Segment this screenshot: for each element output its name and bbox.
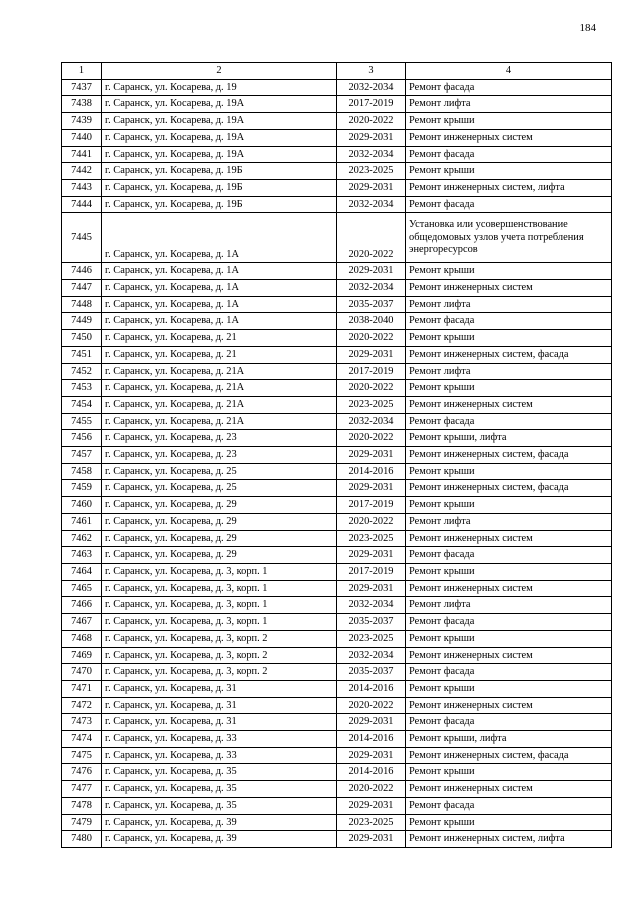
work-type-cell: Ремонт инженерных систем (406, 647, 612, 664)
table-row (62, 580, 612, 597)
work-type-cell: Ремонт лифта (406, 363, 612, 380)
address-cell: г. Саранск, ул. Косарева, д. 23 (102, 447, 337, 464)
period-cell: 2029-2031 (337, 447, 406, 464)
work-type-cell: Ремонт крыши (406, 630, 612, 647)
column-header-4: 4 (406, 63, 612, 80)
row-number-cell: 7452 (62, 363, 102, 380)
table-row (62, 129, 612, 146)
row-number-cell: 7480 (62, 831, 102, 848)
period-cell: 2017-2019 (337, 563, 406, 580)
period-cell: 2029-2031 (337, 263, 406, 280)
row-number-cell: 7472 (62, 697, 102, 714)
row-number-cell: 7439 (62, 113, 102, 130)
period-cell: 2020-2022 (337, 697, 406, 714)
row-number-cell: 7462 (62, 530, 102, 547)
address-cell: г. Саранск, ул. Косарева, д. 29 (102, 497, 337, 514)
address-cell: г. Саранск, ул. Косарева, д. 21А (102, 413, 337, 430)
row-number-cell: 7438 (62, 96, 102, 113)
row-number-cell: 7468 (62, 630, 102, 647)
table-row (62, 563, 612, 580)
work-type-cell: Ремонт фасада (406, 714, 612, 731)
row-number-cell: 7456 (62, 430, 102, 447)
work-type-cell: Ремонт инженерных систем (406, 280, 612, 297)
address-cell: г. Саранск, ул. Косарева, д. 39 (102, 831, 337, 848)
row-number-cell: 7441 (62, 146, 102, 163)
address-cell: г. Саранск, ул. Косарева, д. 19Б (102, 196, 337, 213)
work-type-cell: Ремонт фасада (406, 664, 612, 681)
period-cell: 2029-2031 (337, 129, 406, 146)
address-cell: г. Саранск, ул. Косарева, д. 19Б (102, 163, 337, 180)
table-row (62, 714, 612, 731)
table-row (62, 280, 612, 297)
address-cell: г. Саранск, ул. Косарева, д. 3, корп. 1 (102, 580, 337, 597)
address-cell: г. Саранск, ул. Косарева, д. 1А (102, 280, 337, 297)
address-cell: г. Саранск, ул. Косарева, д. 1А (102, 296, 337, 313)
table-row (62, 396, 612, 413)
address-cell: г. Саранск, ул. Косарева, д. 3, корп. 1 (102, 597, 337, 614)
row-number-cell: 7449 (62, 313, 102, 330)
table-row (62, 413, 612, 430)
period-cell: 2020-2022 (337, 513, 406, 530)
period-cell: 2029-2031 (337, 831, 406, 848)
address-cell: г. Саранск, ул. Косарева, д. 35 (102, 797, 337, 814)
work-type-cell: Ремонт лифта (406, 597, 612, 614)
table-row (62, 79, 612, 96)
period-cell: 2032-2034 (337, 79, 406, 96)
row-number-cell: 7470 (62, 664, 102, 681)
address-cell: г. Саранск, ул. Косарева, д. 21А (102, 380, 337, 397)
table-row (62, 313, 612, 330)
address-cell: г. Саранск, ул. Косарева, д. 33 (102, 747, 337, 764)
period-cell: 2020-2022 (337, 330, 406, 347)
address-cell: г. Саранск, ул. Косарева, д. 29 (102, 530, 337, 547)
row-number-cell: 7444 (62, 196, 102, 213)
row-number-cell: 7442 (62, 163, 102, 180)
table-row (62, 497, 612, 514)
row-number-cell: 7461 (62, 513, 102, 530)
address-cell: г. Саранск, ул. Косарева, д. 25 (102, 463, 337, 480)
address-cell: г. Саранск, ул. Косарева, д. 31 (102, 697, 337, 714)
address-cell: г. Саранск, ул. Косарева, д. 1А (102, 263, 337, 280)
period-cell: 2032-2034 (337, 597, 406, 614)
address-cell: г. Саранск, ул. Косарева, д. 35 (102, 764, 337, 781)
period-cell: 2032-2034 (337, 413, 406, 430)
table-row (62, 447, 612, 464)
table-header (62, 63, 612, 80)
address-cell: г. Саранск, ул. Косарева, д. 19А (102, 129, 337, 146)
work-type-cell: Ремонт фасада (406, 146, 612, 163)
table-row (62, 647, 612, 664)
work-type-cell: Ремонт крыши (406, 163, 612, 180)
period-cell: 2017-2019 (337, 497, 406, 514)
work-type-cell: Ремонт крыши (406, 563, 612, 580)
period-cell: 2020-2022 (337, 430, 406, 447)
work-type-cell: Ремонт крыши (406, 113, 612, 130)
row-number-cell: 7469 (62, 647, 102, 664)
table-row (62, 697, 612, 714)
table-row (62, 731, 612, 748)
row-number-cell: 7479 (62, 814, 102, 831)
work-type-cell: Ремонт инженерных систем (406, 396, 612, 413)
period-cell: 2029-2031 (337, 179, 406, 196)
header-row (62, 63, 612, 80)
address-cell: г. Саранск, ул. Косарева, д. 21А (102, 363, 337, 380)
period-cell: 2023-2025 (337, 530, 406, 547)
work-type-cell: Ремонт инженерных систем, фасада (406, 447, 612, 464)
work-type-cell: Ремонт инженерных систем, фасада (406, 346, 612, 363)
address-cell: г. Саранск, ул. Косарева, д. 1А (102, 313, 337, 330)
period-cell: 2035-2037 (337, 664, 406, 681)
work-type-cell: Ремонт фасада (406, 313, 612, 330)
table-row (62, 597, 612, 614)
table-row (62, 346, 612, 363)
row-number-cell: 7466 (62, 597, 102, 614)
period-cell: 2029-2031 (337, 480, 406, 497)
row-number-cell: 7467 (62, 614, 102, 631)
address-cell: г. Саранск, ул. Косарева, д. 21 (102, 330, 337, 347)
table-row (62, 630, 612, 647)
address-cell: г. Саранск, ул. Косарева, д. 3, корп. 2 (102, 630, 337, 647)
address-cell: г. Саранск, ул. Косарева, д. 21А (102, 396, 337, 413)
table-row (62, 764, 612, 781)
address-cell: г. Саранск, ул. Косарева, д. 31 (102, 714, 337, 731)
period-cell: 2029-2031 (337, 346, 406, 363)
address-cell: г. Саранск, ул. Косарева, д. 19А (102, 96, 337, 113)
work-type-cell: Ремонт крыши (406, 764, 612, 781)
work-type-cell: Ремонт инженерных систем (406, 530, 612, 547)
table-row (62, 113, 612, 130)
work-type-cell: Ремонт инженерных систем, лифта (406, 179, 612, 196)
table-row (62, 480, 612, 497)
table-row (62, 196, 612, 213)
row-number-cell: 7454 (62, 396, 102, 413)
row-number-cell: 7464 (62, 563, 102, 580)
table-row (62, 430, 612, 447)
table-row (62, 96, 612, 113)
address-cell: г. Саранск, ул. Косарева, д. 29 (102, 513, 337, 530)
work-type-cell: Установка или усовершенствование общедомовых узлов учета потребления энергоресурсов (406, 213, 612, 263)
period-cell: 2029-2031 (337, 547, 406, 564)
work-type-cell: Ремонт фасада (406, 547, 612, 564)
period-cell: 2035-2037 (337, 296, 406, 313)
period-cell: 2017-2019 (337, 96, 406, 113)
row-number-cell: 7446 (62, 263, 102, 280)
address-cell: г. Саранск, ул. Косарева, д. 21 (102, 346, 337, 363)
row-number-cell: 7453 (62, 380, 102, 397)
period-cell: 2020-2022 (337, 113, 406, 130)
period-cell: 2017-2019 (337, 363, 406, 380)
period-cell: 2023-2025 (337, 814, 406, 831)
table-row (62, 530, 612, 547)
period-cell: 2014-2016 (337, 764, 406, 781)
period-cell: 2029-2031 (337, 580, 406, 597)
period-cell: 2032-2034 (337, 280, 406, 297)
row-number-cell: 7457 (62, 447, 102, 464)
work-type-cell: Ремонт инженерных систем (406, 697, 612, 714)
row-number-cell: 7471 (62, 680, 102, 697)
table-row (62, 163, 612, 180)
address-cell: г. Саранск, ул. Косарева, д. 19А (102, 113, 337, 130)
work-type-cell: Ремонт фасада (406, 797, 612, 814)
period-cell: 2020-2022 (337, 781, 406, 798)
table-row (62, 330, 612, 347)
work-type-cell: Ремонт инженерных систем, фасада (406, 480, 612, 497)
work-type-cell: Ремонт крыши (406, 497, 612, 514)
period-cell: 2035-2037 (337, 614, 406, 631)
period-cell: 2029-2031 (337, 714, 406, 731)
row-number-cell: 7463 (62, 547, 102, 564)
registry-table (61, 62, 612, 848)
page-number: 184 (579, 22, 596, 34)
period-cell: 2020-2022 (337, 213, 406, 263)
table-row (62, 614, 612, 631)
table-body (62, 79, 612, 847)
work-type-cell: Ремонт инженерных систем (406, 781, 612, 798)
period-cell: 2032-2034 (337, 146, 406, 163)
table-row (62, 380, 612, 397)
period-cell: 2014-2016 (337, 731, 406, 748)
table-row (62, 781, 612, 798)
row-number-cell: 7447 (62, 280, 102, 297)
work-type-cell: Ремонт инженерных систем, лифта (406, 831, 612, 848)
period-cell: 2038-2040 (337, 313, 406, 330)
table-row (62, 463, 612, 480)
work-type-cell: Ремонт инженерных систем, фасада (406, 747, 612, 764)
row-number-cell: 7440 (62, 129, 102, 146)
address-cell: г. Саранск, ул. Косарева, д. 25 (102, 480, 337, 497)
row-number-cell: 7458 (62, 463, 102, 480)
work-type-cell: Ремонт крыши (406, 263, 612, 280)
address-cell: г. Саранск, ул. Косарева, д. 1А (102, 213, 337, 263)
table-row (62, 363, 612, 380)
address-cell: г. Саранск, ул. Косарева, д. 19Б (102, 179, 337, 196)
table-row (62, 680, 612, 697)
address-cell: г. Саранск, ул. Косарева, д. 3, корп. 2 (102, 664, 337, 681)
work-type-cell: Ремонт крыши, лифта (406, 731, 612, 748)
period-cell: 2029-2031 (337, 747, 406, 764)
period-cell: 2020-2022 (337, 380, 406, 397)
work-type-cell: Ремонт лифта (406, 513, 612, 530)
row-number-cell: 7460 (62, 497, 102, 514)
table-row (62, 146, 612, 163)
address-cell: г. Саранск, ул. Косарева, д. 3, корп. 1 (102, 563, 337, 580)
work-type-cell: Ремонт лифта (406, 296, 612, 313)
row-number-cell: 7443 (62, 179, 102, 196)
row-number-cell: 7455 (62, 413, 102, 430)
work-type-cell: Ремонт фасада (406, 614, 612, 631)
row-number-cell: 7474 (62, 731, 102, 748)
period-cell: 2023-2025 (337, 396, 406, 413)
work-type-cell: Ремонт крыши (406, 380, 612, 397)
row-number-cell: 7475 (62, 747, 102, 764)
address-cell: г. Саранск, ул. Косарева, д. 3, корп. 2 (102, 647, 337, 664)
work-type-cell: Ремонт крыши (406, 814, 612, 831)
work-type-cell: Ремонт инженерных систем (406, 580, 612, 597)
period-cell: 2014-2016 (337, 463, 406, 480)
period-cell: 2032-2034 (337, 196, 406, 213)
address-cell: г. Саранск, ул. Косарева, д. 23 (102, 430, 337, 447)
address-cell: г. Саранск, ул. Косарева, д. 3, корп. 1 (102, 614, 337, 631)
column-header-3: 3 (337, 63, 406, 80)
table-row (62, 547, 612, 564)
table-row (62, 513, 612, 530)
table-row (62, 831, 612, 848)
work-type-cell: Ремонт лифта (406, 96, 612, 113)
table-row (62, 664, 612, 681)
row-number-cell: 7473 (62, 714, 102, 731)
table-row (62, 296, 612, 313)
address-cell: г. Саранск, ул. Косарева, д. 31 (102, 680, 337, 697)
work-type-cell: Ремонт фасада (406, 79, 612, 96)
address-cell: г. Саранск, ул. Косарева, д. 19 (102, 79, 337, 96)
work-type-cell: Ремонт крыши (406, 680, 612, 697)
row-number-cell: 7459 (62, 480, 102, 497)
period-cell: 2014-2016 (337, 680, 406, 697)
address-cell: г. Саранск, ул. Косарева, д. 33 (102, 731, 337, 748)
row-number-cell: 7477 (62, 781, 102, 798)
table-row (62, 814, 612, 831)
address-cell: г. Саранск, ул. Косарева, д. 39 (102, 814, 337, 831)
address-cell: г. Саранск, ул. Косарева, д. 19А (102, 146, 337, 163)
work-type-cell: Ремонт инженерных систем (406, 129, 612, 146)
work-type-cell: Ремонт фасада (406, 413, 612, 430)
table-row (62, 797, 612, 814)
row-number-cell: 7448 (62, 296, 102, 313)
column-header-2: 2 (102, 63, 337, 80)
work-type-cell: Ремонт крыши (406, 330, 612, 347)
table-row (62, 213, 612, 263)
table-row (62, 179, 612, 196)
period-cell: 2032-2034 (337, 647, 406, 664)
work-type-cell: Ремонт фасада (406, 196, 612, 213)
work-type-cell: Ремонт крыши, лифта (406, 430, 612, 447)
work-type-cell: Ремонт крыши (406, 463, 612, 480)
period-cell: 2023-2025 (337, 630, 406, 647)
period-cell: 2029-2031 (337, 797, 406, 814)
column-header-1: 1 (62, 63, 102, 80)
period-cell: 2023-2025 (337, 163, 406, 180)
row-number-cell: 7478 (62, 797, 102, 814)
table-row (62, 747, 612, 764)
row-number-cell: 7450 (62, 330, 102, 347)
row-number-cell: 7445 (62, 213, 102, 263)
row-number-cell: 7465 (62, 580, 102, 597)
row-number-cell: 7451 (62, 346, 102, 363)
address-cell: г. Саранск, ул. Косарева, д. 29 (102, 547, 337, 564)
table-row (62, 263, 612, 280)
address-cell: г. Саранск, ул. Косарева, д. 35 (102, 781, 337, 798)
row-number-cell: 7476 (62, 764, 102, 781)
row-number-cell: 7437 (62, 79, 102, 96)
